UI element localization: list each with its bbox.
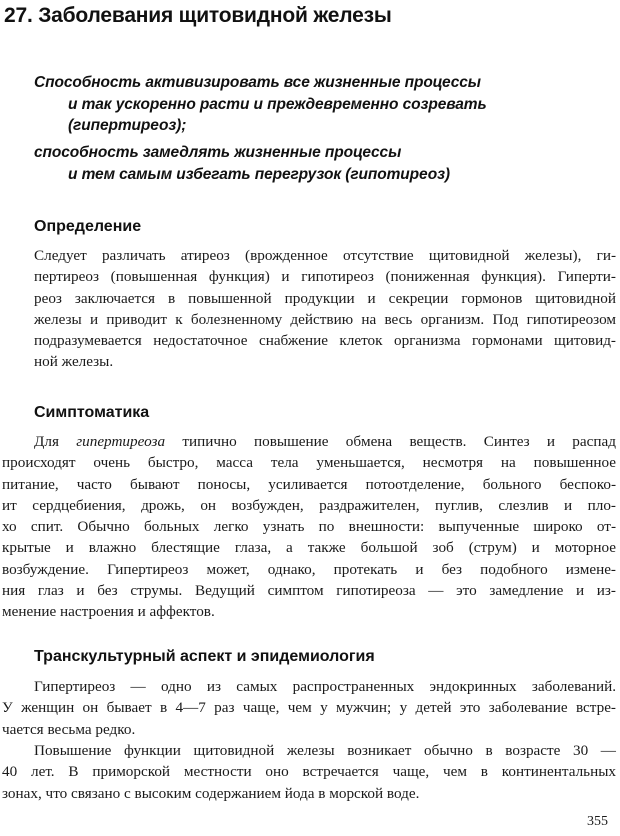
text-line: Повышение функции щитовидной железы возникает обычно в возрасте 30 —	[34, 742, 616, 759]
text-line: происходят очень быстро, масса тела уменьшается, несмотря на повышенное	[2, 454, 616, 472]
text-line: У женщин он бывает в 4—7 раз чаще, чем у мужчин; у детей это заболевание встре-	[2, 699, 616, 717]
epigraph-hyperthyroid	[34, 72, 594, 137]
lead-text: Для	[34, 433, 77, 450]
epigraph-line: (гипертиреоз);	[68, 117, 187, 134]
lead-rest: типично повышение обмена веществ. Синтез и распад	[165, 433, 616, 450]
epigraph-line: способность замедлять жизненные процессы	[34, 144, 402, 161]
symptoms-paragraph	[2, 431, 616, 623]
epidemiology-paragraph-2	[2, 740, 616, 804]
epigraph-line: и тем самым избегать перегрузок (гипотиреоз)	[68, 165, 450, 183]
chapter-title: 27. Заболевания щитовидной железы	[4, 4, 392, 27]
text-line: зонах, что связано с высоким содержанием йода в морской воде.	[2, 784, 420, 802]
symptoms-heading: Симптоматика	[34, 404, 150, 421]
text-line: железы и приводит к болезненному действию на весь организм. Под гипотиреозом	[34, 310, 616, 328]
hyperthyroid-term: гипертиреоза	[76, 433, 166, 450]
text-line: чается весьма редко.	[2, 720, 136, 738]
epigraph-line: Способность активизировать все жизненные процессы	[34, 74, 481, 91]
text-line	[2, 431, 616, 452]
definition-paragraph	[34, 245, 616, 373]
text-line: возбуждение. Гипертиреоз может, однако, протекать и без подобного измене-	[2, 560, 616, 578]
epigraph-hypothyroid	[34, 142, 594, 185]
page-number: 355	[587, 814, 608, 829]
text-line: менение настроения и аффектов.	[2, 603, 215, 621]
text-line: Следует различать атиреоз (врожденное отсутствие щитовидной железы), ги-	[34, 247, 616, 264]
text-line: ит сердцебиения, дрожь, он возбужден, раздражителен, пуглив, слезлив и пло-	[2, 496, 616, 514]
text-line: реоз заключается в повышенной продукции и секреции гормонов щитовидной	[34, 289, 616, 307]
text-line: ной железы.	[34, 353, 114, 371]
text-line: хо спит. Обычно больных легко узнать по внешности: выпученные широко от-	[2, 518, 616, 536]
epidemiology-paragraph-1	[2, 676, 616, 740]
text-line: подразумевается недостаточное снабжение клеток организма гормонами щитовид-	[34, 332, 616, 350]
text-line: Гипертиреоз — одно из самых распространенных эндокринных заболеваний.	[34, 678, 616, 695]
text-line: питание, часто бывают поносы, усиливается потоотделение, больного беспоко-	[2, 475, 616, 493]
definition-heading: Определение	[34, 218, 142, 235]
epigraph-line: и так ускоренно расти и преждевременно созревать	[68, 95, 487, 113]
text-line: крытые и влажно блестящие глаза, а также большой зоб (струм) и моторное	[2, 539, 616, 557]
text-line: пертиреоз (повышенная функция) и гипотиреоз (пониженная функция). Гиперти-	[34, 268, 616, 286]
text-line: 40 лет. В приморской местности оно встречается чаще, чем в континентальных	[2, 763, 616, 781]
text-line: ния глаз и без струмы. Ведущий симптом гипотиреоза — это замедление и из-	[2, 582, 616, 600]
epidemiology-heading: Транскультурный аспект и эпидемиология	[34, 648, 375, 665]
